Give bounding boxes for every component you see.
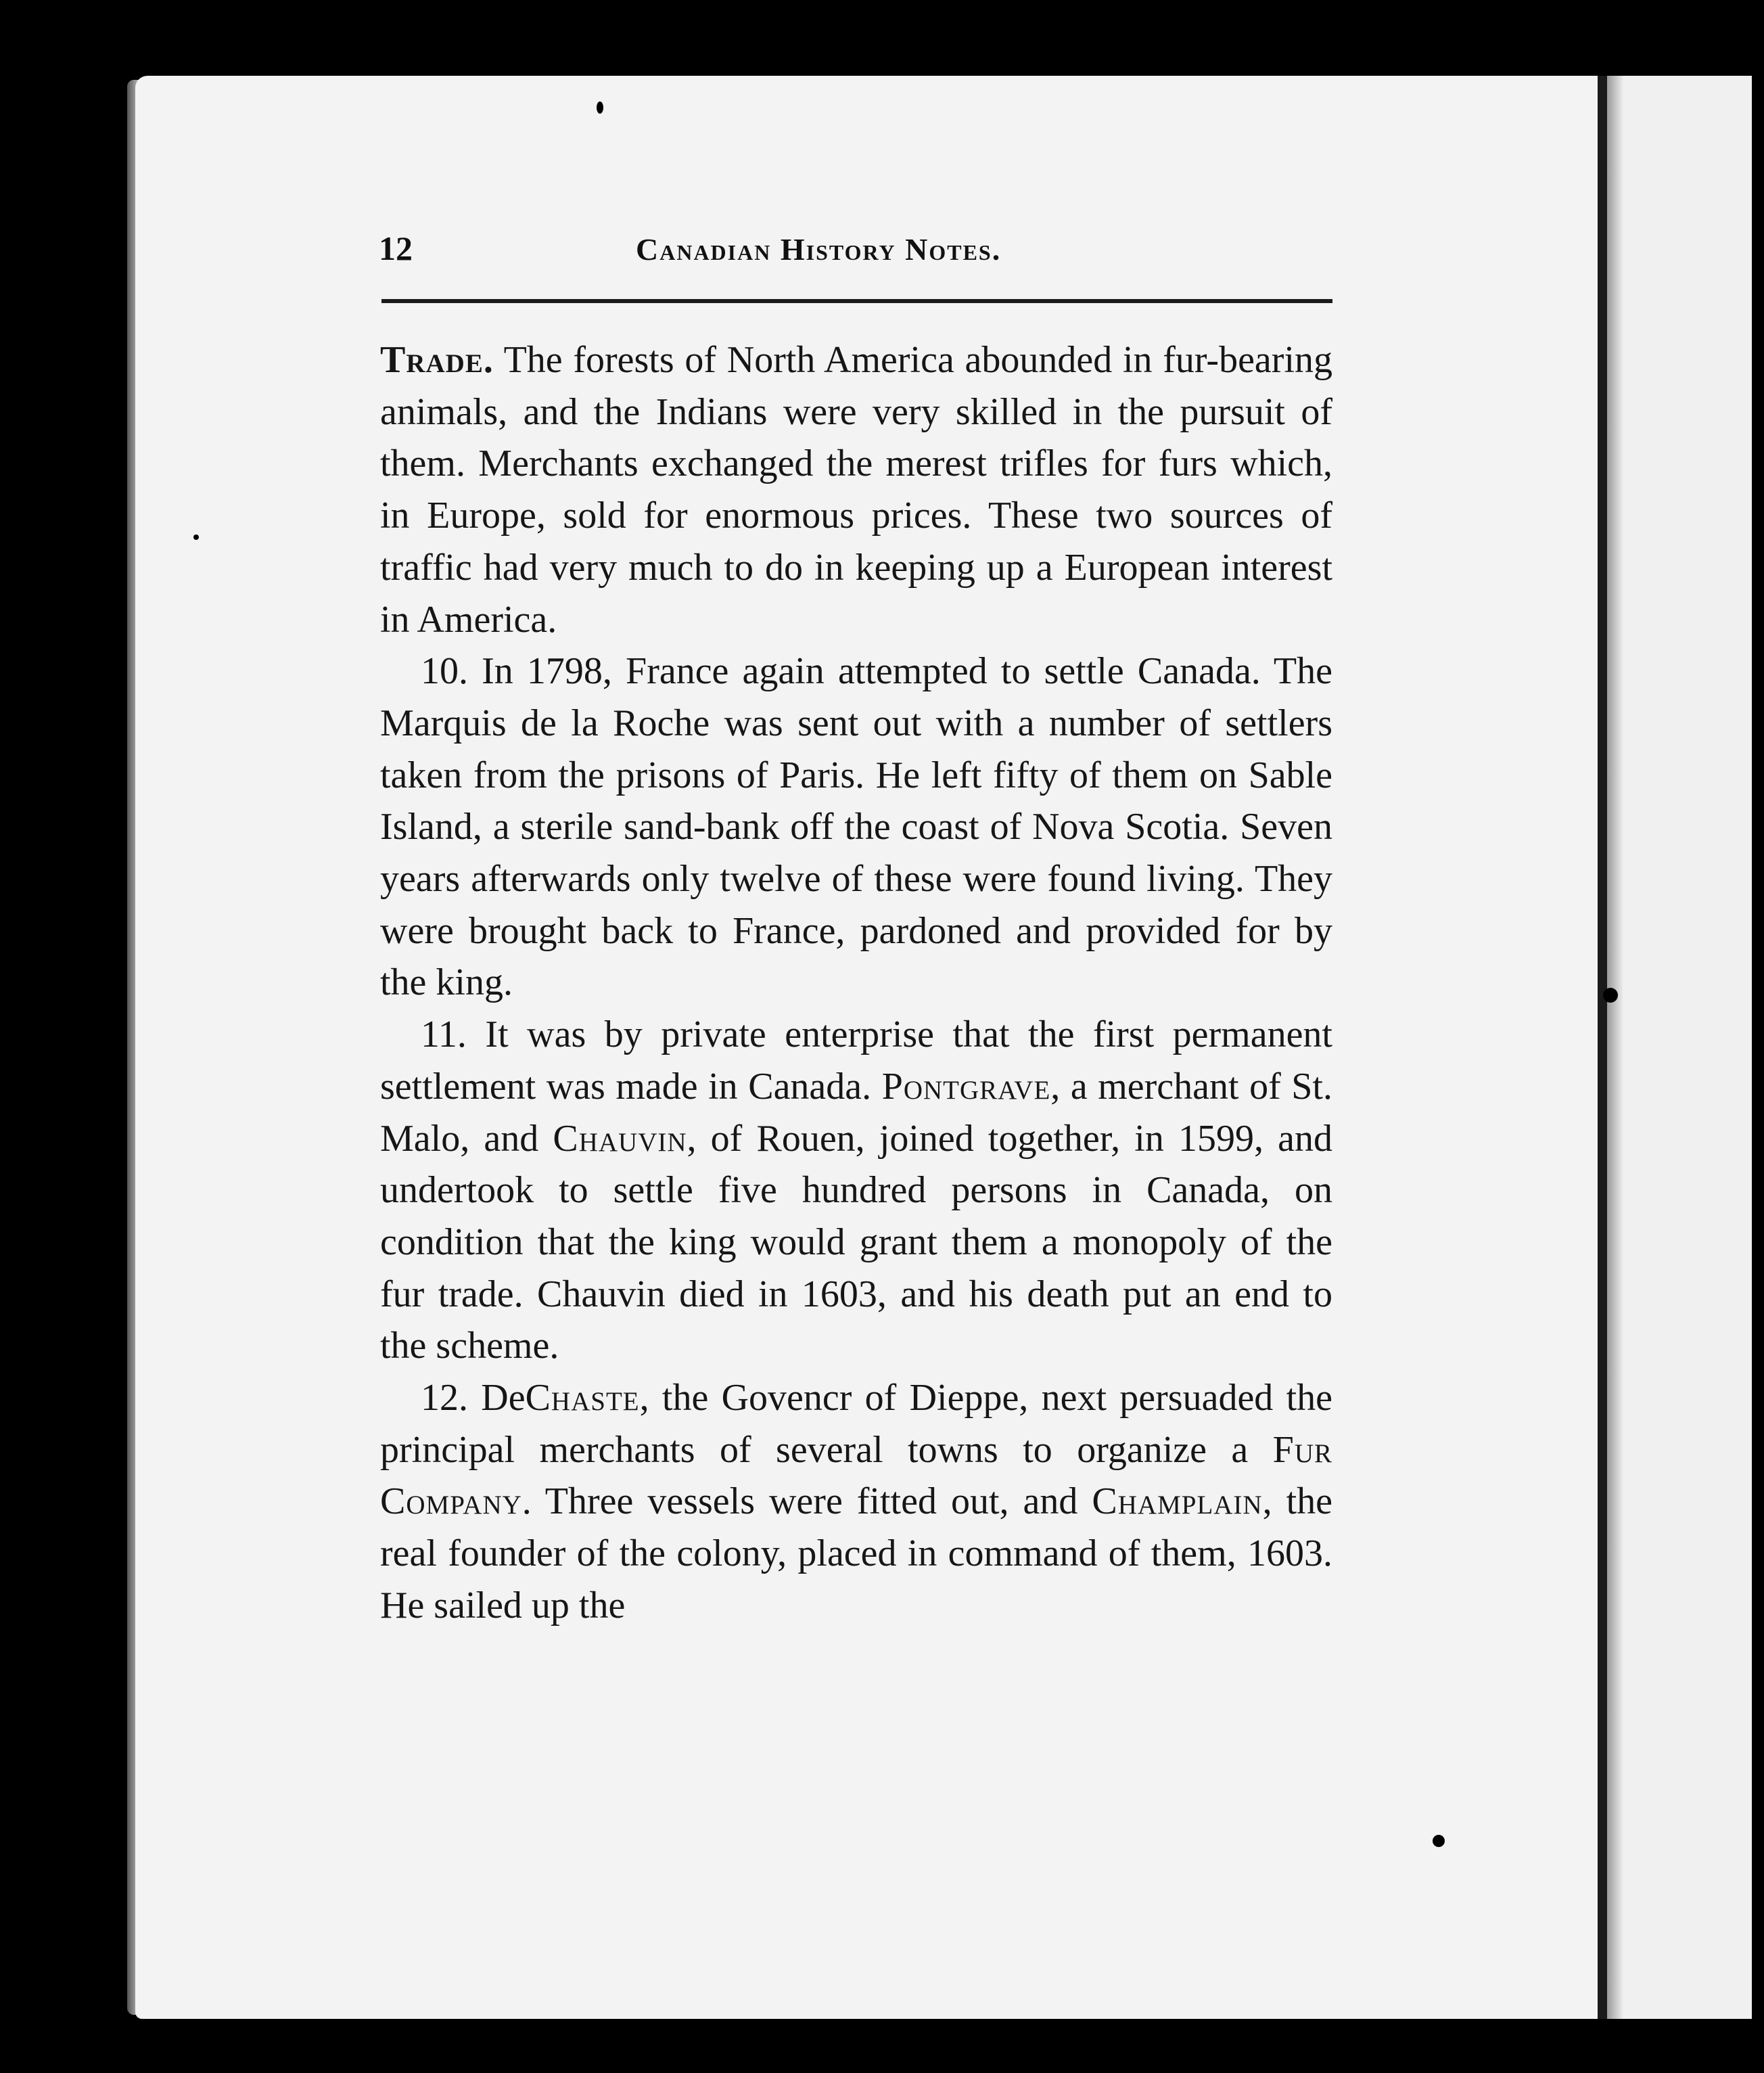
name-champlain: Champlain — [1092, 1480, 1263, 1523]
facing-page-edge — [1607, 76, 1764, 2019]
ink-speck — [193, 534, 199, 540]
paragraph-text: . Three vessels were fitted out, and — [521, 1480, 1092, 1523]
facing-page-shadow — [1607, 76, 1623, 2019]
name-pontgrave: Pontgrave — [881, 1065, 1051, 1108]
scan-border-right — [1752, 0, 1764, 2073]
ink-speck — [1603, 988, 1618, 1003]
paragraph-text: 11. It was by private enterprise that the first permanent settlement was made in Canada. — [380, 1013, 1332, 1108]
body-text — [380, 334, 1332, 1632]
paragraph-text: , the real founder of the colony, placed in command of them, 1603. He sailed up the — [380, 1480, 1332, 1626]
paragraph-11 — [380, 1009, 1332, 1372]
paragraph-lead: Trade. — [380, 339, 494, 381]
ink-speck — [597, 101, 603, 114]
paragraph-12 — [380, 1372, 1332, 1632]
paragraph-text: The forests of North America abounded in fur-bearing animals, and the Indians were very skilled in the pursuit of them. Merchants exchanged the merest trifles for furs which, in Europe, sold for enormous prices. These two sources of traffic had very much to do in keeping up a European interest in America. — [380, 339, 1332, 641]
ink-speck — [1433, 1835, 1445, 1847]
paragraph-text: , of Rouen, joined together, in 1599, and undertook to settle five hundred persons in Canada, on condition that the king would grant them a monopoly of the fur trade. Chauvin died in 1603, and his death put an end to the scheme. — [380, 1117, 1333, 1367]
header-rule — [381, 299, 1332, 303]
running-title: Canadian History Notes. — [636, 232, 1002, 267]
paragraph-10 — [380, 645, 1332, 1009]
paragraph-trade — [380, 334, 1332, 645]
paragraph-text: 12. De — [421, 1377, 526, 1419]
name-dechaste: Chaste — [525, 1377, 640, 1419]
book-spine — [1598, 76, 1607, 2019]
name-chauvin: Chauvin — [553, 1117, 687, 1160]
term-fur-company: Fur Company — [380, 1428, 1332, 1523]
paragraph-text: , the Govencr of Dieppe, next persuaded the principal merchants of several towns to organize a — [380, 1377, 1332, 1471]
paragraph-text: 10. In 1798, France again attempted to settle Canada. The Marquis de la Roche was sent out with a number of settlers taken from the prisons of Paris. He left fifty of them on Sable Island, a sterile sand-bank off the coast of Nova Scotia. Seven years afterwards only twelve of these were found living. They were brought back to France, pardoned and provided for by the king. — [380, 650, 1332, 1004]
paragraph-text: , a merchant of St. Malo, and — [380, 1065, 1332, 1160]
page-number: 12 — [379, 229, 413, 267]
page-header — [379, 229, 1332, 276]
